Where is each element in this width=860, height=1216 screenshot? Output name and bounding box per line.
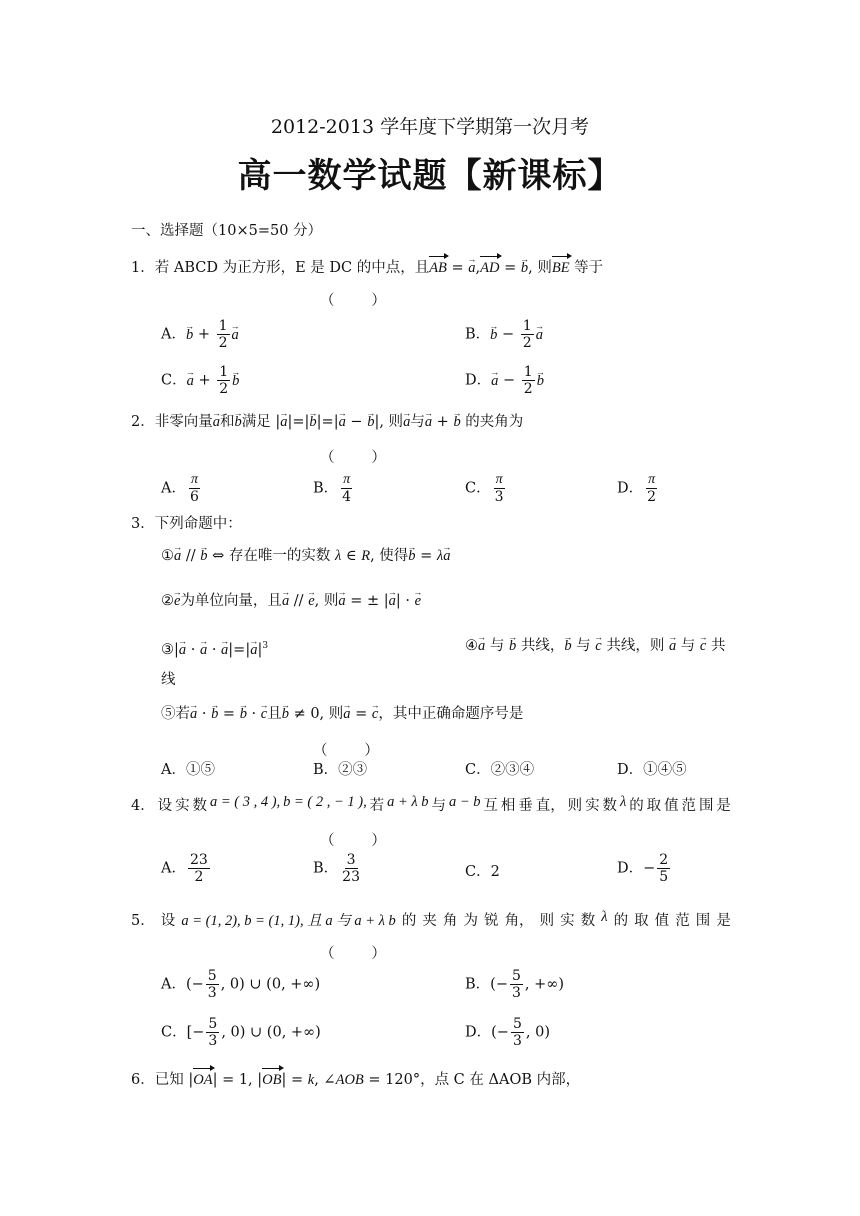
question-3-option-d: D．①④⑤ <box>617 762 687 778</box>
question-3-option-b: B．②③ <box>313 762 368 778</box>
question-4-option-c: C．2 <box>465 864 500 880</box>
question-5-option-c: C．[− $\frac{5}{3}$ , 0) ∪ (0, +∞) <box>161 1016 321 1049</box>
question-2-option-d: D． $\frac{\pi}{2}$ <box>617 472 657 505</box>
fraction: $\frac{5}{3}$ <box>207 968 217 1001</box>
question-3-option-a: A．①⑤ <box>161 762 215 778</box>
question-4-stem: 4． 设 实 数 a = ( 3 , 4 ), b = ( 2 , − 1 ), 若 a + λ b 与 a − b 互 相 垂 直， 则 实 数 λ 的 取 值 范 围 是 <box>131 794 731 814</box>
question-5-option-b: B．(− $\frac{5}{3}$ , +∞) <box>465 968 564 1001</box>
fraction: $\frac{\pi}{3}$ <box>494 472 504 505</box>
fraction: $\frac{2}{5}$ <box>659 852 669 885</box>
question-4-option-d: D．− $\frac{2}{5}$ <box>617 852 669 885</box>
question-2-option-a: A． $\frac{\pi}{6}$ <box>161 472 199 505</box>
question-1-stem: 1．若 ABCD 为正方形，E 是 DC 的中点，且AB = → a,AD = → b, 则BE 等于 <box>131 256 603 278</box>
fraction: $\frac{23}{2}$ <box>189 852 208 885</box>
fraction: $\frac{1}{2}$ <box>522 318 532 351</box>
answer-paren: （ ） <box>320 293 386 309</box>
proposition-4-wrap: 线 <box>161 672 176 688</box>
section-heading: 一、选择题（10×5=50 分） <box>131 223 323 239</box>
question-1-option-d: D．→ a − $\frac{1}{2}$ → b <box>465 364 544 397</box>
answer-paren: （ ） <box>313 743 379 759</box>
fraction: $\frac{3}{23}$ <box>342 852 360 885</box>
proposition-3: ③|→ a · → a · → $a|=|\to a|^3$ <box>161 636 268 660</box>
fraction: $\frac{1}{2}$ <box>219 364 229 397</box>
exam-title: 高一数学试题【新课标】 <box>237 156 623 196</box>
fraction: $\frac{\pi}{6}$ <box>189 472 199 505</box>
fraction: $\frac{1}{2}$ <box>218 318 228 351</box>
fraction: $\frac{\pi}{4}$ <box>342 472 352 505</box>
question-1-option-c: C．→ a + $\frac{1}{2}$ → b <box>161 364 239 397</box>
question-4-option-b: B． $\frac{3}{23}$ <box>313 852 360 885</box>
question-1-option-a: A．→ b + $\frac{1}{2}$ → a <box>161 318 239 351</box>
exam-subtitle: 2012-2013 学年度下学期第一次月考 <box>270 116 590 138</box>
proposition-4: ④→ a 与 → b 共线，→ b 与 → c 共线，则 → a 与 → c 共 <box>465 636 725 656</box>
question-3-stem: 3．下列命题中： <box>131 516 242 532</box>
question-2-option-c: C． $\frac{\pi}{3}$ <box>465 472 504 505</box>
question-3-option-c: C．②③④ <box>465 762 535 778</box>
fraction: $\frac{5}{3}$ <box>208 1016 218 1049</box>
fraction: $\frac{5}{3}$ <box>511 968 521 1001</box>
fraction: $\frac{5}{3}$ <box>512 1016 522 1049</box>
fraction: $\frac{1}{2}$ <box>523 364 533 397</box>
question-1-option-b: B．→ b − $\frac{1}{2}$ → a <box>465 318 543 351</box>
question-4-option-a: A． $\frac{23}{2}$ <box>161 852 208 885</box>
answer-paren: （ ） <box>320 946 386 962</box>
proposition-5: ⑤若→ a · → b = → b · → c且→ b ≠ 0, 则→ a = → c，其中正确命题序号是 <box>161 704 523 724</box>
question-5-stem: 5． 设 a = (1, 2), b = (1, 1), 且 a 与 a + λ b 的 夹 角 为 锐 角， 则 实 数 λ 的 取 值 范 围 是 <box>131 909 731 929</box>
answer-paren: （ ） <box>320 450 386 466</box>
fraction: $\frac{\pi}{2}$ <box>647 472 657 505</box>
question-2-stem: 2．非零向量→ a和→ b满足 |→ a|=|→ b|=|→ a − → b|, 则→ a与→ a + → b 的夹角为 <box>131 412 523 432</box>
question-5-option-d: D．(− $\frac{5}{3}$ , 0) <box>465 1016 550 1049</box>
proposition-2: ②→ e为单位向量，且→ a // → e, 则→ a = ± |→ a| · → e <box>161 591 421 611</box>
answer-paren: （ ） <box>320 833 386 849</box>
question-5-option-a: A．(− $\frac{5}{3}$ , 0) ∪ (0, +∞) <box>161 968 321 1001</box>
proposition-1: ①→ a // → b ⇔ 存在唯一的实数 λ ∈ R, 使得→ b = λ→ a <box>161 546 450 566</box>
question-6-stem: 6．已知 |OA| = 1, |OB| = k, ∠AOB = 120°，点 C 在 ΔAOB 内部， <box>131 1068 580 1090</box>
question-2-option-b: B． $\frac{\pi}{4}$ <box>313 472 352 505</box>
